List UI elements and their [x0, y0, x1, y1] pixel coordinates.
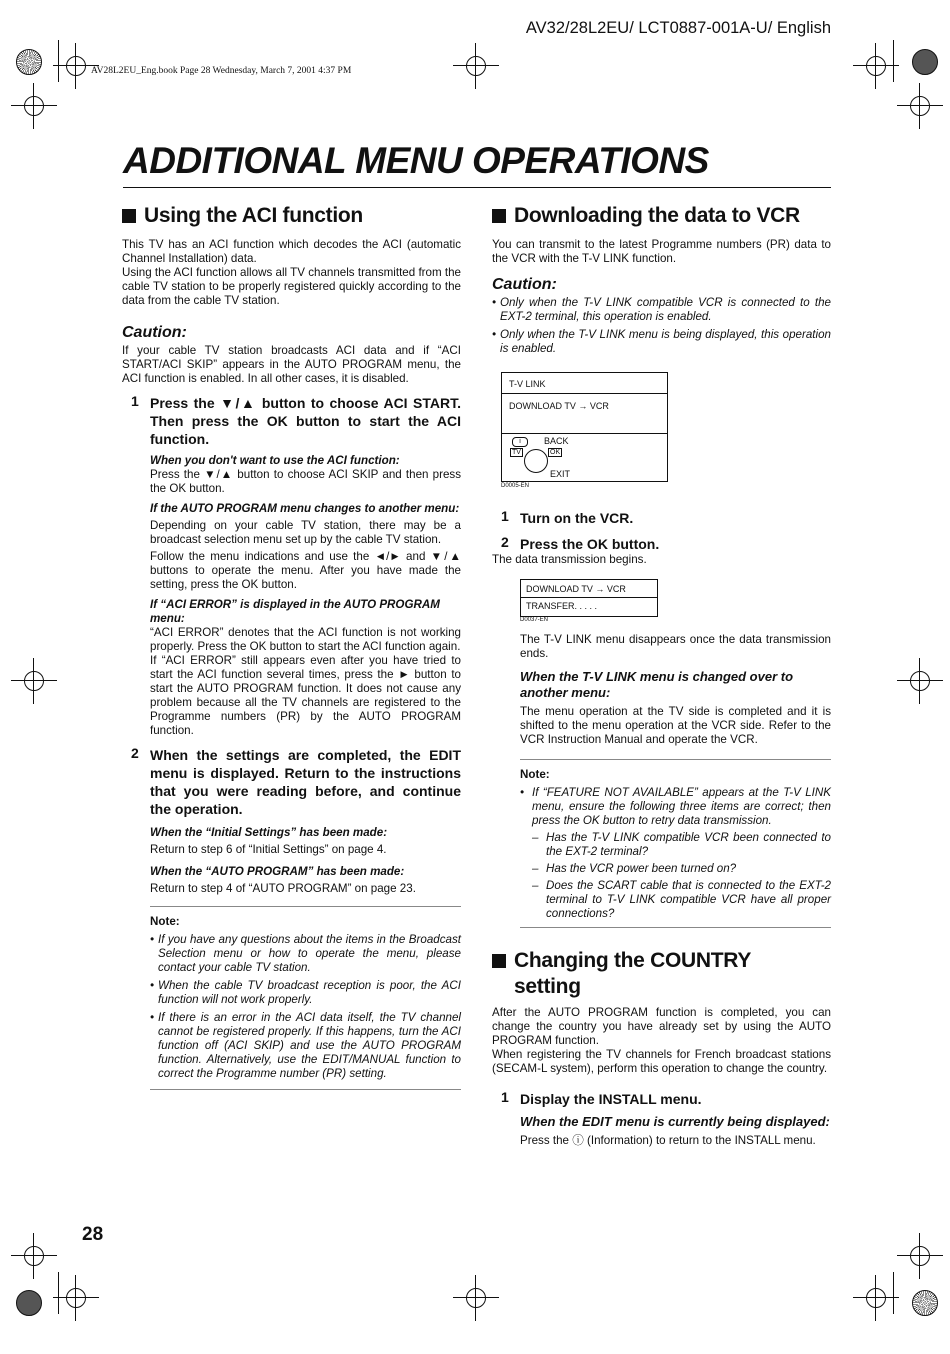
subheading: When the “AUTO PROGRAM” has been made:: [150, 865, 405, 878]
download-step-1: 1 Turn on the VCR.: [501, 508, 634, 526]
paragraph: Follow the menu indications and use the ◄/► and ▼/▲ buttons to operate the menu. After you have made the setting, press the OK button.: [150, 550, 461, 591]
paragraph: If “ACI ERROR” still appears even after you have tried to start the ACI function several times, press the ► button to start the AUTO PROGRAM function. It does not cause any problem because all the TV channels are registered to the Programme numbers (PR) by the AUTO PROGRAM function.: [150, 654, 461, 737]
note-heading: Note:: [520, 768, 550, 781]
right-column: [492, 203, 831, 356]
crosshair-icon: [24, 96, 44, 116]
caution-item: • Only when the T-V LINK menu is being displayed, this operation is enabled.: [492, 328, 831, 355]
registration-disc-icon: [912, 1290, 938, 1316]
paragraph: The menu operation at the TV side is completed and it is shifted to the menu operation at the VCR side. Refer to the VCR Instruction Manual and operate the VCR.: [520, 705, 831, 746]
note-item: • If there is an error in the ACI data itself, the TV channel cannot be registered properly. If this happens, turn the ACI function off (ACI SKIP) and use the AUTO PROGRAM function. Alternatively, use the EDIT/MANUAL function to correct the Programme number (PR) setting.: [150, 1011, 461, 1080]
divider: [520, 759, 831, 760]
checklist-item: – Has the T-V LINK compatible VCR been connected to the EXT-2 terminal?: [532, 831, 831, 858]
subheading: If the AUTO PROGRAM menu changes to another menu:: [150, 502, 460, 515]
note-heading: Note:: [150, 915, 180, 928]
dpad-icon: [524, 449, 548, 473]
back-label: BACK: [544, 436, 569, 446]
subheading: When the EDIT menu is currently being displayed:: [520, 1114, 830, 1129]
note-item: • If “FEATURE NOT AVAILABLE” appears at the T-V LINK menu, ensure the following three items are correct; then press the OK button to retry data transmission.: [520, 786, 831, 827]
country-step-1: 1 Display the INSTALL menu.: [501, 1089, 702, 1107]
aci-intro-1: This TV has an ACI function which decodes the ACI (automatic Channel Installation) data.: [122, 238, 461, 265]
step-2-text: When the settings are completed, the EDIT menu is displayed. Return to the instructions that you were reading before, and continue the operation.: [150, 747, 461, 817]
trim-line: [58, 40, 59, 82]
trim-line: [893, 1272, 894, 1314]
square-bullet-icon: [492, 209, 506, 223]
step-1: 1 Press the ▼/▲ button to choose ACI START. Then press the OK button to start the ACI function.: [131, 393, 461, 447]
info-button-icon: i: [512, 437, 528, 447]
caution-text: If your cable TV station broadcasts ACI data and if “ACI START/ACI SKIP” appears in the AUTO PROGRAM menu, the ACI function is enabled. In all other cases, it is disabled.: [122, 344, 461, 385]
tv-button-icon: TV: [512, 449, 521, 456]
document-id: AV32/28L2EU/ LCT0887-001A-U/ English: [525, 19, 831, 37]
aci-intro-2: Using the ACI function allows all TV channels transmitted from the cable TV station to be properly registered quickly according to the data from the cable TV station.: [122, 266, 461, 307]
left-column: [122, 203, 461, 1090]
square-bullet-icon: [492, 954, 506, 968]
paragraph: Return to step 6 of “Initial Settings” on page 4.: [150, 843, 387, 856]
screen-title: T-V LINK: [509, 379, 546, 389]
divider: [150, 1089, 461, 1090]
registration-disc-icon: [16, 49, 42, 75]
step-1-text: Press the ▼/▲ button to choose ACI START. Then press the OK button to start the ACI function.: [150, 395, 461, 447]
exit-label: EXIT: [550, 469, 571, 479]
caution-heading: Caution:: [122, 324, 187, 341]
crosshair-icon: [910, 671, 930, 691]
crosshair-icon: [466, 56, 486, 76]
crosshair-icon: [24, 671, 44, 691]
paragraph: After the AUTO PROGRAM function is completed, you can change the country you have already set by using the AUTO PROGRAM function.: [492, 1006, 831, 1047]
paragraph: “ACI ERROR” denotes that the ACI function is not working properly. Press the OK button to start the ACI function again.: [150, 626, 461, 653]
trim-line: [893, 40, 894, 82]
trim-line: [58, 1272, 59, 1314]
note-item: • When the cable TV broadcast reception is poor, the ACI function will not work properly.: [150, 979, 461, 1006]
paragraph: Press the ⓘ (Information) to return to the INSTALL menu.: [520, 1134, 816, 1147]
section-heading-country: Changing the COUNTRY setting: [492, 948, 831, 1000]
paragraph: Return to step 4 of “AUTO PROGRAM” on page 23.: [150, 882, 416, 895]
crosshair-icon: [866, 56, 886, 76]
checklist-item: – Does the SCART cable that is connected to the EXT-2 terminal to T-V LINK compatible VCR have all proper connections?: [532, 879, 831, 920]
crosshair-icon: [24, 1246, 44, 1266]
screen-line: DOWNLOAD TV → VCR: [526, 584, 626, 594]
paragraph: Press the ▼/▲ button to choose ACI SKIP and then press the OK button.: [150, 468, 461, 495]
page-title: ADDITIONAL MENU OPERATIONS: [123, 140, 709, 181]
caution-heading: Caution:: [492, 276, 557, 293]
right-country: [492, 948, 831, 1148]
crosshair-icon: [66, 1288, 86, 1308]
step-2: 2 When the settings are completed, the EDIT menu is displayed. Return to the instructions that you were reading before, and continue the operation.: [131, 745, 461, 817]
screen-line: DOWNLOAD TV → VCR: [509, 401, 609, 411]
book-info-line: AV28L2EU_Eng.book Page 28 Wednesday, March 7, 2001 4:37 PM: [91, 66, 352, 76]
paragraph: When registering the TV channels for French broadcast stations (SECAM-L system), perform this operation to change the country.: [492, 1048, 831, 1075]
subheading: When the T-V LINK menu is changed over to another menu:: [520, 669, 794, 700]
figure-code: D0005-EN: [501, 483, 530, 489]
transfer-screen: [520, 579, 658, 617]
subheading: When you don't want to use the ACI function:: [150, 454, 400, 467]
crosshair-icon: [866, 1288, 886, 1308]
registration-disc-icon: [16, 1290, 42, 1316]
paragraph: The T-V LINK menu disappears once the data transmission ends.: [520, 633, 831, 660]
crosshair-icon: [910, 96, 930, 116]
note-item: • If you have any questions about the items in the Broadcast Selection menu or how to operate the menu, please contact your cable TV station.: [150, 933, 461, 974]
download-step-2: 2 Press the OK button.: [501, 534, 660, 552]
caution-item: • Only when the T-V LINK compatible VCR is connected to the EXT-2 terminal, this operation is enabled.: [492, 296, 831, 323]
right-steps: [492, 509, 831, 567]
subheading: If “ACI ERROR” is displayed in the AUTO PROGRAM menu:: [150, 598, 440, 625]
crosshair-icon: [66, 56, 86, 76]
crosshair-icon: [910, 1246, 930, 1266]
registration-disc-icon: [912, 49, 938, 75]
screen-line: TRANSFER. . . . .: [526, 601, 598, 611]
divider: [520, 927, 831, 928]
paragraph: Depending on your cable TV station, there may be a broadcast selection menu set up by the cable TV station.: [150, 519, 461, 546]
section-heading-download: Downloading the data to VCR: [492, 203, 831, 229]
crosshair-icon: [466, 1288, 486, 1308]
figure-code: D0037-EN: [520, 617, 549, 623]
right-lower: [520, 633, 831, 928]
page-number: 28: [82, 1224, 104, 1245]
ok-button-icon: OK: [550, 449, 561, 456]
subheading: When the “Initial Settings” has been made:: [150, 826, 388, 839]
paragraph: The data transmission begins.: [492, 553, 647, 566]
checklist-item: – Has the VCR power been turned on?: [532, 862, 737, 875]
section-heading-aci: Using the ACI function: [122, 203, 461, 229]
download-intro: You can transmit to the latest Programme numbers (PR) data to the VCR with the T-V LINK function.: [492, 238, 831, 265]
divider: [150, 906, 461, 907]
square-bullet-icon: [122, 209, 136, 223]
title-rule: [123, 187, 831, 188]
tv-link-menu-screen: [501, 372, 668, 482]
